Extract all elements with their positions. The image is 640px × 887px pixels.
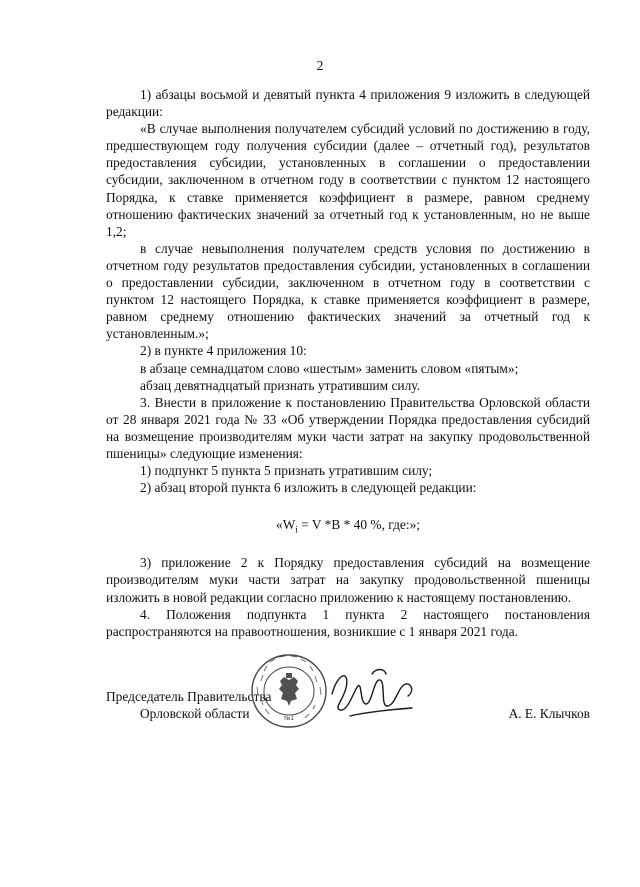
- document-body: [106, 86, 590, 640]
- paragraph-5: в абзаце семнадцатом слово «шестым» заменить словом «пятым»;: [140, 360, 519, 376]
- paragraph-11: 4. Положения подпункта 1 пункта 2 настоящего постановления распространяются на правоотношения, возникшие с 1 января 2021 года.: [106, 606, 590, 639]
- seal-number: №1: [284, 716, 294, 722]
- formula-subscript: i: [295, 524, 298, 535]
- paragraph-7: 3. Внести в приложение к постановлению Правительства Орловской области от 28 января 2021 года № 33 «Об утверждении Порядка предоставления субсидий на возмещение производителям муки части затрат на закупку продовольственной пшеницы» следующие изменения:: [106, 394, 590, 461]
- paragraph-9: 2) абзац второй пункта 6 изложить в следующей редакции:: [140, 480, 477, 496]
- formula-rest: = V *В * 40 %, где:»;: [297, 517, 420, 533]
- paragraph-1: 1) абзацы восьмой и девятый пункта 4 приложения 9 изложить в следующей редакции:: [106, 87, 590, 120]
- handwritten-signature-icon: [328, 664, 418, 724]
- official-seal-icon: [249, 651, 329, 731]
- signatory-title-line-2: Орловской области: [140, 706, 250, 721]
- formula: [106, 516, 590, 533]
- signatory-name: А. Е. Клычков: [508, 706, 590, 721]
- paragraph-10: 3) приложение 2 к Порядку предоставления субсидий на возмещение производителям муки части затрат на закупку продовольственной пшеницы изложить в новой редакции согласно приложению к настоящему постановлению.: [106, 555, 590, 605]
- paragraph-2: «В случае выполнения получателем субсидий условий по достижению в году, предшествующем году получения субсидии (далее – отчетный год), результатов предоставления субсидии, установленных в соглашении о предоставлении субсидии, заключенном в отчетном году в соответствии с пунктом 12 настоящего Порядка, к ставке применяется коэффициент в размере, равном среднему отношению фактических значений за отчетный год к установленным, но не выше 1,2;: [106, 121, 590, 239]
- formula-prefix: «W: [276, 517, 296, 533]
- paragraph-3: в случае невыполнения получателем средств условия по достижению в отчетном году результатов предоставления субсидии, установленных в соглашении о предоставлении субсидии, заключенном в отчетном году в соответствии с пунктом 12 настоящего Порядка, к ставке применяется коэффициент в размере, равном среднему отношению фактических значений за отчетный год к установленным.»;: [106, 240, 590, 342]
- paragraph-8: 1) подпункт 5 пункта 5 признать утратившим силу;: [140, 463, 433, 479]
- page-number: 2: [316, 58, 324, 73]
- paragraph-4: 2) в пункте 4 приложения 10:: [140, 343, 307, 359]
- signatory-title-line-1: Председатель Правительства: [106, 689, 272, 704]
- paragraph-6: абзац девятнадцатый признать утратившим силу.: [140, 377, 420, 393]
